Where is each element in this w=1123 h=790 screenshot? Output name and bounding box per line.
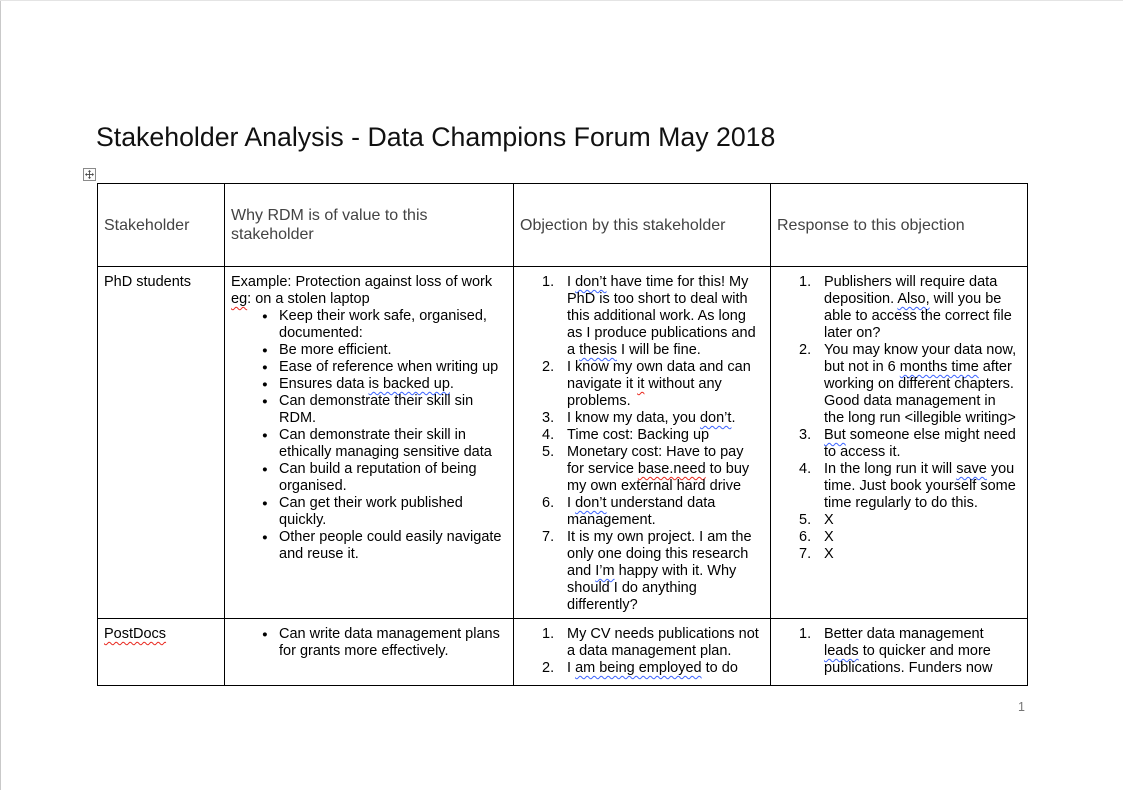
list-item-text — [279, 495, 463, 528]
text-run: I will be fine. — [616, 342, 701, 358]
number-marker: 5. — [799, 512, 812, 528]
number-marker: 3. — [799, 427, 812, 443]
bullet-marker: ● — [262, 345, 268, 356]
list-item-text — [279, 626, 500, 659]
text-run: I know my own data and can navigate it — [567, 359, 751, 392]
text-run: understand data management. — [567, 495, 716, 528]
page-number: 1 — [1018, 700, 1025, 714]
cell-content — [225, 267, 513, 616]
text-run: you time. Just book yourself some time regularly to do this. — [824, 461, 1016, 511]
row-phd-students — [98, 267, 1028, 619]
list-item-text — [567, 444, 749, 494]
grammar-squiggle: thesis — [579, 342, 617, 358]
text-run: X — [824, 546, 834, 562]
bullet-marker: ● — [262, 430, 268, 441]
number-marker: 2. — [799, 342, 812, 358]
list-item-text — [567, 427, 709, 443]
cell-postdocs-stakeholder[interactable] — [98, 619, 225, 686]
paragraph — [231, 274, 505, 308]
list-item — [520, 626, 762, 660]
list-item — [231, 461, 505, 495]
text-run: Ease of reference when writing up — [279, 359, 499, 375]
list-item-text — [567, 660, 738, 676]
list-item-text — [824, 626, 992, 676]
list-item — [520, 274, 762, 359]
grammar-squiggle: I’m — [595, 563, 615, 579]
number-marker: 6. — [542, 495, 555, 511]
text-run: will you be able to access the correct file later on? — [824, 291, 1012, 341]
number-marker: 1. — [542, 274, 555, 290]
list-item — [231, 427, 505, 461]
bullet-marker: ● — [262, 498, 268, 509]
list-item-text — [567, 626, 759, 659]
list-item — [231, 359, 505, 376]
window-left-edge — [0, 0, 1, 790]
list-item — [777, 274, 1019, 342]
text-run: I — [567, 660, 576, 676]
number-marker: 3. — [542, 410, 555, 426]
list-item-text — [824, 529, 834, 545]
text-run: . — [731, 410, 736, 426]
list-item — [777, 427, 1019, 461]
text-run: PhD students — [104, 274, 192, 290]
bullet-marker: ● — [262, 464, 268, 475]
cell-phd-objection[interactable] — [514, 267, 771, 619]
list-item-text — [279, 308, 487, 341]
column-header-stakeholder[interactable]: Stakeholder — [98, 184, 225, 267]
text-run: X — [824, 512, 834, 528]
text-run: to do — [701, 660, 738, 676]
text-run: Keep their work safe, organised, documented: — [279, 308, 487, 341]
stakeholder-analysis-table — [97, 183, 1028, 686]
list-item — [520, 359, 762, 410]
paragraph — [104, 626, 216, 643]
grammar-squiggle: is backed up — [368, 376, 450, 392]
number-marker: 7. — [799, 546, 812, 562]
number-marker: 4. — [799, 461, 812, 477]
bullet-marker: ● — [262, 629, 268, 640]
list-item-text — [824, 461, 1016, 511]
text-run: I — [567, 274, 576, 290]
bullet-marker: ● — [262, 311, 268, 322]
table-move-handle[interactable] — [83, 168, 96, 181]
list-item — [231, 495, 505, 529]
text-run: have time for this! My PhD is too short to deal with this additional work. As long as I produce publications and a — [567, 274, 756, 358]
text-run: after working on different chapters. Good data management in the long run <illegible writing> — [824, 359, 1016, 426]
number-marker: 1. — [799, 274, 812, 290]
cell-content — [771, 267, 1027, 616]
list-item-text — [279, 427, 492, 460]
list-item-text — [279, 461, 477, 494]
text-run: Be more efficient. — [279, 342, 392, 358]
number-marker: 5. — [542, 444, 555, 460]
text-run: Monetary cost: Have to pay for service — [567, 444, 744, 477]
list-item — [777, 529, 1019, 546]
grammar-squiggle: don’t — [575, 274, 607, 290]
spellcheck-squiggle: it — [637, 376, 645, 392]
list-item-text — [567, 410, 735, 426]
number-marker: 2. — [542, 359, 555, 375]
bullet-marker: ● — [262, 532, 268, 543]
list-item — [520, 495, 762, 529]
grammar-squiggle: don’t — [699, 410, 732, 426]
text-run: to buy my own external hard drive — [567, 461, 750, 494]
list-item — [231, 342, 505, 359]
list-item-text — [824, 546, 834, 562]
header-row — [98, 184, 1028, 267]
spellcheck-squiggle: base.need — [637, 461, 706, 477]
number-marker: 1. — [799, 626, 812, 642]
bullet-marker: ● — [262, 379, 268, 390]
cell-content — [771, 619, 1027, 682]
list-item — [231, 626, 505, 660]
list-item — [520, 444, 762, 495]
text-run: It is my own project. I am the only one doing this research and — [567, 529, 752, 579]
grammar-squiggle: save — [956, 461, 987, 477]
grammar-squiggle: am being employed — [575, 660, 702, 676]
row-postdocs — [98, 619, 1028, 686]
text-run: My CV needs publications not a data management plan. — [567, 626, 759, 659]
list-item-text — [824, 342, 1016, 426]
text-run: to quicker and more publications. Funders now — [824, 643, 993, 676]
list-item — [231, 308, 505, 342]
list-item-text — [567, 495, 715, 528]
column-header-value[interactable]: Why RDM is of value to this stakeholder — [225, 184, 514, 267]
list-item — [520, 427, 762, 444]
window-top-edge — [0, 0, 1123, 1]
list-item — [520, 410, 762, 427]
list-item-text — [824, 274, 1012, 341]
grammar-squiggle: Also, — [897, 291, 930, 307]
text-run: Time cost: Backing up — [567, 427, 710, 443]
column-header-objection[interactable]: Objection by this stakeholder — [514, 184, 771, 267]
number-marker: 4. — [542, 427, 555, 443]
cell-phd-value[interactable] — [225, 267, 514, 619]
cell-content — [98, 619, 224, 682]
text-run: : on a stolen laptop — [247, 291, 370, 307]
list-item-text — [567, 359, 751, 409]
cell-content — [225, 619, 513, 682]
bullet-marker: ● — [262, 396, 268, 407]
grammar-squiggle: leads — [824, 643, 859, 659]
text-run: Ensures data — [279, 376, 369, 392]
list-item — [777, 461, 1019, 512]
list-item-text — [567, 274, 756, 358]
list-item — [231, 376, 505, 393]
text-run: I — [567, 495, 576, 511]
move-arrows-icon — [85, 170, 94, 179]
column-header-response[interactable]: Response to this objection — [771, 184, 1028, 267]
number-marker: 7. — [542, 529, 555, 545]
cell-phd-response[interactable] — [771, 267, 1028, 619]
text-run: I know my data, you — [567, 410, 700, 426]
cell-phd-stakeholder[interactable] — [98, 267, 225, 619]
text-run: happy with it. Why should I do anything differently? — [567, 563, 737, 613]
cell-postdocs-response[interactable] — [771, 619, 1028, 686]
list-item-text — [567, 529, 752, 613]
text-run: Can build a reputation of being organised. — [279, 461, 477, 494]
text-run: Publishers will require data deposition. — [824, 274, 998, 307]
list-item-text — [824, 427, 1016, 460]
list-item-text — [824, 512, 834, 528]
grammar-squiggle: months time — [899, 359, 979, 375]
text-run: Better data management — [824, 626, 984, 642]
text-run: Can get their work published quickly. — [279, 495, 463, 528]
list-item-text — [279, 359, 498, 375]
text-run: Can demonstrate their skill in ethically managing sensitive data — [279, 427, 492, 460]
text-run: someone else might need to access it. — [824, 427, 1016, 460]
grammar-squiggle: But — [824, 427, 846, 443]
list-item-text — [279, 393, 473, 426]
spellcheck-squiggle: PostDocs — [104, 626, 167, 642]
list-item — [777, 512, 1019, 529]
list-item-text — [279, 376, 454, 392]
text-run: without any problems. — [567, 376, 722, 409]
text-run: Can demonstrate their skill sin RDM. — [279, 393, 474, 426]
bullet-marker: ● — [262, 362, 268, 373]
list-item — [520, 660, 762, 677]
spellcheck-squiggle: eg — [231, 291, 248, 307]
text-run: You may know your data now, but not in 6 — [824, 342, 1017, 375]
text-run: Example: Protection against loss of work — [231, 274, 493, 290]
list-item — [777, 626, 1019, 677]
text-run: . — [449, 376, 454, 392]
text-run: Other people could easily navigate and reuse it. — [279, 529, 502, 562]
text-run: X — [824, 529, 834, 545]
list-item — [777, 546, 1019, 563]
list-item-text — [279, 529, 501, 562]
number-marker: 2. — [542, 660, 555, 676]
grammar-squiggle: don’t — [575, 495, 607, 511]
cell-postdocs-value[interactable] — [225, 619, 514, 686]
number-marker: 6. — [799, 529, 812, 545]
cell-content — [98, 267, 224, 616]
text-run: In the long run it will — [824, 461, 957, 477]
cell-postdocs-objection[interactable] — [514, 619, 771, 686]
list-item-text — [279, 342, 392, 358]
number-marker: 1. — [542, 626, 555, 642]
list-item — [231, 529, 505, 563]
text-run: Can write data management plans for grants more effectively. — [279, 626, 500, 659]
cell-content — [514, 619, 770, 682]
list-item — [520, 529, 762, 614]
list-item — [231, 393, 505, 427]
document-title[interactable]: Stakeholder Analysis - Data Champions Forum May 2018 — [96, 122, 776, 152]
cell-content — [514, 267, 770, 616]
paragraph — [104, 274, 216, 291]
list-item — [777, 342, 1019, 427]
